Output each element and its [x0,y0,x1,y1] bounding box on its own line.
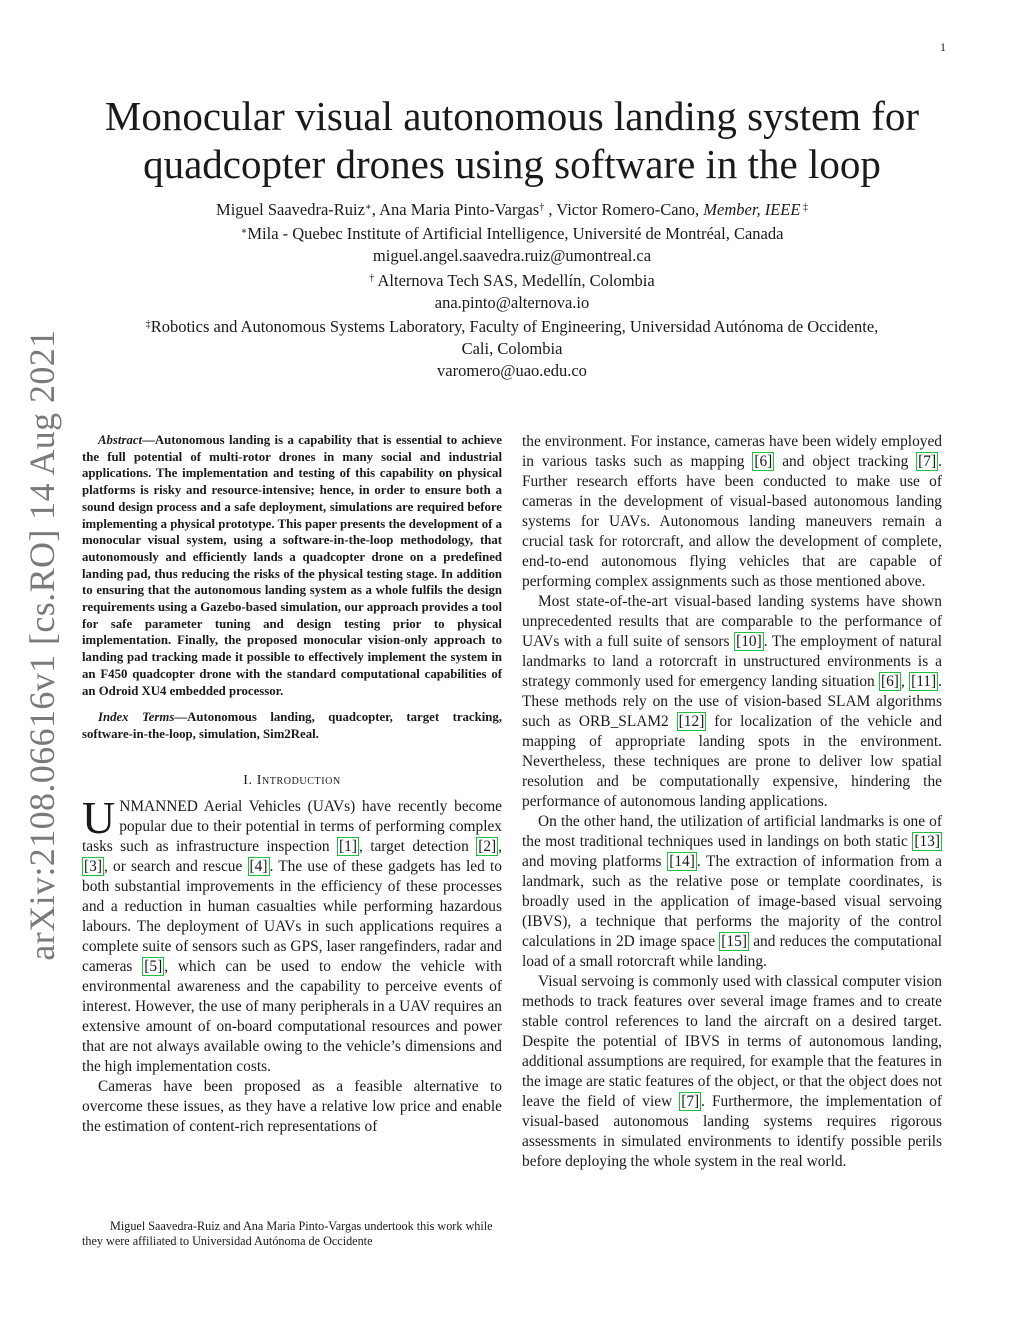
abstract-label: Abstract [98,433,143,447]
citation-link[interactable]: [6] [880,673,899,690]
paper-title [82,92,942,188]
citation-link[interactable]: [15] [721,933,747,950]
citation-link[interactable]: [7] [681,1093,700,1110]
intro-paragraph-2: Cameras have been proposed as a feasible alternative to overcome these issues, as they have a relative low price and enable the estimation of content-rich representations of [82,1077,502,1135]
right-paragraph-4: Visual servoing is commonly used with classical computer vision methods to track features over several image frames and to create stable control references to land the aircraft on a desired target. Despite the potential of IBVS in terms of autonomous landing, additional assumptions are required, for example that the features in the image are static features of the object, or that the object does not leave the field of view [7] . Furthermore, the implementation of visual-based autonomous landing systems requires rigorous assessments in simulated environments to identify possible perils before deploying the whole system in the real world. [522,973,942,1170]
index-terms: Index Terms—Autonomous landing, quadcopter, target tracking, software-in-the-loop, simulation, Sim2Real. [82,710,502,741]
right-paragraph-1: the environment. For instance, cameras have been widely employed in various tasks such as mapping [6] and object tracking [7] . Further research efforts have been conducted to make use of cameras in the development of visual-based autonomous landing systems for UAVs. Autonomous landing maneuvers remain a crucial task for rotorcraft, and allow the development of complete, end-to-end autonomous flying vehicles that are capable of performing complex assignments such as those mentioned above. [522,433,942,590]
email-1: miguel.angel.saavedra.ruiz@umontreal.ca [372,246,652,266]
section-heading-introduction: I. Introduction [243,772,341,788]
author-block [82,197,942,383]
index-terms-body: Autonomous landing, quadcopter, target tracking, software-in-the-loop, simulation, Sim2Real. [82,710,502,741]
citation-link[interactable]: [12] [678,713,705,730]
affiliation-3-continued: Cali, Colombia [461,339,563,359]
citation-link[interactable]: [2] [478,837,497,855]
email-3: varomero@uao.edu.co [437,361,587,381]
page-number: 1 [940,40,946,54]
citation-link[interactable]: [10] [736,633,762,650]
right-column [522,432,942,1172]
footnote: Miguel Saavedra-Ruiz and Ana Maria Pinto-Vargas undertook this work while they were affiliated to Universidad Autónoma de Occidente [82,1219,493,1248]
right-paragraph-3: On the other hand, the utilization of artificial landmarks is one of the most traditional techniques used in landings on both static [13] and moving platforms [14] . The extraction of information from a landmark, such as the relative pose or template coordinates, is broadly used in the application of image-based visual servoing (IBVS), a technique that performs the majority of the control calculations in 2D image space [15] and reduces the computational load of a small rotorcraft while landing. [522,813,942,970]
intro-paragraph-1: UNMANNED Aerial Vehicles (UAVs) have recently become popular due to their potential in terms of performing complex tasks such as infrastructure inspection [1] , target detection [2] , [3] , or search and rescue [4] . The use of these gadgets has led to both substantial improvements in the efficiency of these processes and a reduction in human casualties while performing hazardous labours. The deployment of UAVs in such applications requires a complete suite of sensors such as GPS, laser rangefinders, radar and cameras [5] , which can be used to endow the vehicle with environmental awareness and the capability to perceive events of interest. However, the use of many peripherals in a UAV requires an extensive amount of on-board computational resources and power that are not always available owing to the vehicle’s dimensions and the high implementation costs. [82,791,502,1075]
affiliation-3: ‡Robotics and Autonomous Systems Laboratory, Faculty of Engineering, Universidad Autónoma de Occidente, [145,317,879,337]
abstract-body: Autonomous landing is a capability that is essential to achieve the full potential of multi-rotor drones in many social and industrial applications. The implementation and testing of this capability on physical platforms is risky and resource-intensive; hence, in order to ensure both a sound design process and a safe deployment, simulations are required before implementing a physical prototype. This paper presents the development of a monocular visual system, using a software-in-the-loop methodology, that autonomously and efficiently lands a quadcopter drone on a predefined landing pad, thus reducing the risks of the physical testing stage. In addition to ensuring that the autonomous landing system as a whole fulfils the design requirements using a Gazebo-based simulation, our approach provides a tool for safe parameter tuning and design testing prior to physical implementation. Finally, the proposed monocular vision-only approach to landing pad tracking made it possible to effectively implement the system in an F450 quadcopter drone with the standard computational capabilities of an Odroid XU4 embedded processor. [82,433,502,698]
citation-link[interactable]: [1] [339,837,357,855]
arxiv-identifier: arXiv:2108.06616v1 [cs.RO] 14 Aug 2021 [22,329,62,961]
citation-link[interactable]: [4] [249,857,268,875]
citation-link[interactable]: [6] [754,453,773,470]
citation-link[interactable]: [13] [914,833,940,850]
citation-link[interactable]: [14] [669,853,695,870]
abstract: Abstract—Autonomous landing is a capability that is essential to achieve the full potential of multi-rotor drones in many social and industrial applications. The implementation and testing of this capability on physical platforms is risky and resource-intensive; hence, in order to ensure both a sound design process and a safe deployment, simulations are required before implementing a physical prototype. This paper presents the development of a monocular visual system, using a software-in-the-loop methodology, that autonomously and efficiently lands a quadcopter drone on a predefined landing pad, thus reducing the risks of the physical testing stage. In addition to ensuring that the autonomous landing system as a whole fulfils the design requirements using a Gazebo-based simulation, our approach provides a tool for safe parameter tuning and design testing prior to physical implementation. Finally, the proposed monocular vision-only approach to landing pad tracking made it possible to effectively implement the system in an F450 quadcopter drone with the standard computational capabilities of an Odroid XU4 embedded processor. [82,433,502,698]
arxiv-sidebar [14,329,70,961]
right-paragraph-2: Most state-of-the-art visual-based landing systems have shown unprecedented results that are comparable to the performance of UAVs with a full suite of sensors [10] . The employment of natural landmarks to land a rotorcraft in unstructured environments is a strategy commonly used for emergency landing situation [6] , [11] . These methods rely on the use of vision-based SLAM algorithms such as ORB_SLAM2 [12] for localization of the vehicle and mapping of appropriate landing spots in the environment. Nevertheless, these techniques are prone to deliver low spatial resolution and be computationally expensive, hindering the performance of autonomous landing applications. [522,593,943,810]
affiliation-1: ∗Mila - Quebec Institute of Artificial Intelligence, Université de Montréal, Canada [240,224,784,244]
citation-link[interactable]: [3] [84,857,102,875]
index-terms-label: Index Terms [98,710,175,725]
title-line-1: Monocular visual autonomous landing system for [104,93,920,139]
email-2: ana.pinto@alternova.io [434,292,590,312]
citation-link[interactable]: [11] [911,673,937,690]
citation-link[interactable]: [7] [918,453,937,470]
citation-link[interactable]: [5] [144,957,163,975]
affiliation-2: † Alternova Tech SAS, Medellín, Colombia [369,270,655,290]
left-column [82,432,502,1137]
author-names: Miguel Saavedra-Ruiz∗, Ana Maria Pinto-Vargas† , Victor Romero-Cano, Member, IEEE ‡ [216,200,808,219]
title-line-2: quadcopter drones using software in the loop [143,141,881,187]
drop-cap: U [82,791,116,843]
